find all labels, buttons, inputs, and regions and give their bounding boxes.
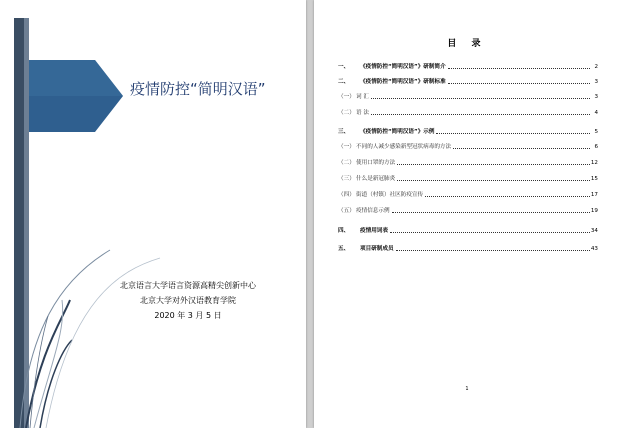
toc-entry[interactable] (338, 190, 598, 200)
toc-entry-number: （五） (338, 208, 355, 214)
toc-entry[interactable] (338, 158, 598, 168)
toc-entry-number: （四） (338, 192, 355, 198)
cover-org-line-2: 北京大学对外汉语教育学院 (140, 296, 236, 305)
toc-entry-number: （二） (338, 160, 355, 166)
cover-decorative-curves (0, 0, 306, 428)
toc-leader-dots (425, 196, 590, 197)
toc-leader-dots (397, 164, 590, 165)
toc-leader-dots (371, 98, 590, 99)
toc-entry-title: 《疫情防控“简明汉语”》研制标准 (360, 79, 446, 85)
toc-entry[interactable] (338, 174, 598, 184)
toc-leader-dots (371, 114, 590, 115)
toc-entry-page: 6 (594, 144, 598, 150)
toc-entry-page: 2 (594, 64, 598, 70)
cover-org-line-1: 北京语言大学语言资源高精尖创新中心 (120, 281, 256, 290)
toc-entry-title: 词 汇 (356, 94, 369, 100)
toc-leader-dots (436, 133, 590, 134)
page-number: 1 (465, 386, 469, 392)
toc-entry-title: 疫情信息示例 (356, 208, 390, 214)
toc-entry-number: （一） (338, 144, 355, 150)
toc-entry-number: 五、 (338, 246, 350, 252)
toc-entry-page: 4 (594, 110, 598, 116)
cover-date: 2020 年 3 月 5 日 (154, 311, 222, 320)
toc-entry-title: 语 法 (356, 110, 369, 116)
toc-entry-page: 19 (590, 208, 598, 214)
toc-heading: 目 录 (447, 39, 487, 49)
toc-entry[interactable] (338, 244, 598, 254)
toc-entry-number: 二、 (338, 79, 350, 85)
toc-leader-dots (453, 148, 590, 149)
toc-entry-page: 15 (590, 176, 598, 182)
toc-entry-page: 12 (590, 160, 598, 166)
toc-entry[interactable] (338, 226, 598, 236)
toc-entry-number: 四、 (338, 228, 350, 234)
toc-entry-title: 疫情用词表 (360, 228, 388, 234)
cover-page (0, 0, 306, 428)
toc-entry-number: 一、 (338, 64, 350, 70)
toc-leader-dots (448, 68, 590, 69)
toc-entry[interactable] (338, 206, 598, 216)
toc-entry[interactable] (338, 92, 598, 102)
toc-entry-page: 43 (590, 246, 598, 252)
cover-title: 疫情防控“简明汉语” (130, 80, 266, 98)
toc-entry-number: 三、 (338, 129, 350, 135)
toc-entry-page: 17 (590, 192, 598, 198)
toc-entry-page: 3 (594, 79, 598, 85)
toc-entry[interactable] (338, 62, 598, 72)
toc-entry-title: 《疫情防控“简明汉语”》研制简介 (360, 64, 446, 70)
toc-leader-dots (392, 212, 590, 213)
toc-entry-title: 使用口罩的方法 (356, 160, 396, 166)
toc-page (314, 0, 620, 428)
toc-entry[interactable] (338, 77, 598, 87)
toc-entry-title: 不同的人减少感染新型冠状病毒的方法 (356, 144, 452, 150)
toc-entry-number: （一） (338, 94, 355, 100)
toc-entry-title: 《疫情防控“简明汉语”》示例 (360, 129, 435, 135)
toc-entry[interactable] (338, 108, 598, 118)
toc-entry-number: （三） (338, 176, 355, 182)
toc-leader-dots (448, 83, 590, 84)
toc-leader-dots (390, 232, 590, 233)
toc-leader-dots (397, 180, 590, 181)
toc-entry-page: 5 (594, 129, 598, 135)
toc-entry-title: 街道（村镇）社区防疫宣传 (356, 192, 424, 198)
cover-info-block (72, 278, 304, 323)
toc-entry-title: 项目研制成员 (360, 246, 394, 252)
toc-entry[interactable] (338, 127, 598, 137)
toc-entry-page: 3 (594, 94, 598, 100)
toc-entry-title: 什么是新冠肺炎 (356, 176, 396, 182)
toc-entry-number: （二） (338, 110, 355, 116)
toc-entry-page: 34 (590, 228, 598, 234)
toc-leader-dots (396, 250, 590, 251)
toc-entry[interactable] (338, 142, 598, 152)
